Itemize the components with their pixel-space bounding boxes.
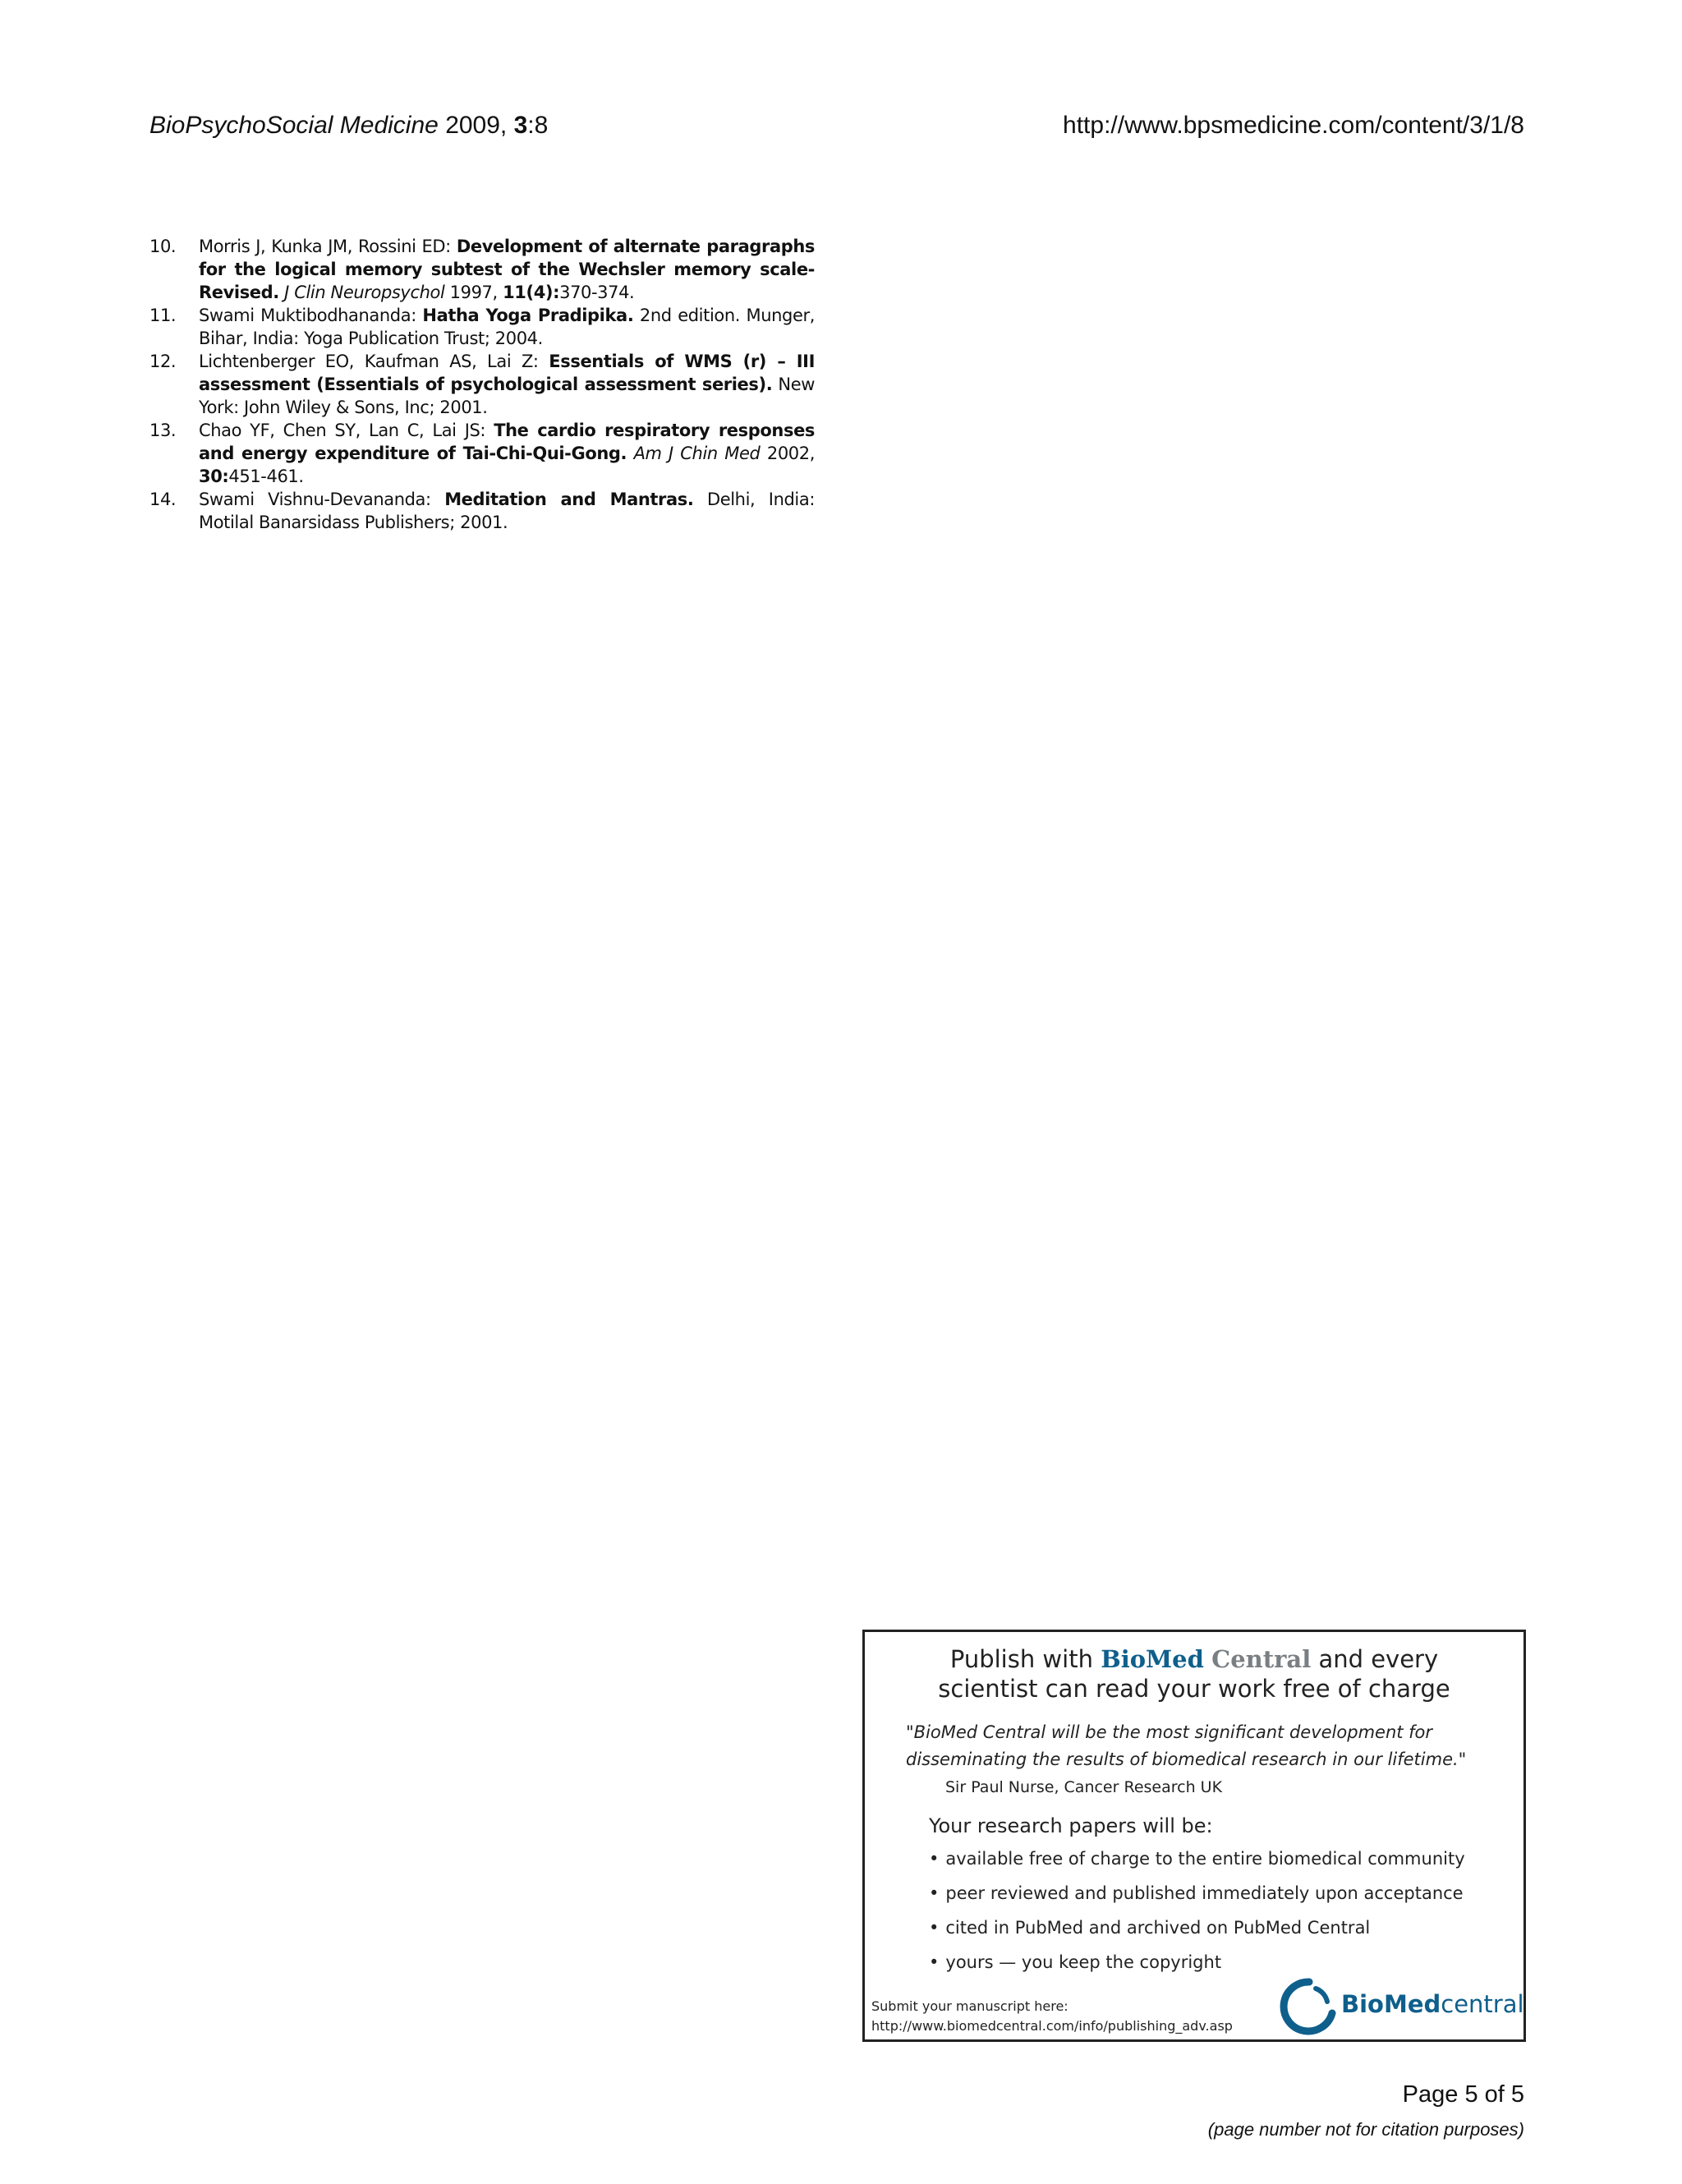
reference-journal: J Clin Neuropsychol bbox=[284, 283, 445, 302]
reference-authors: Chao YF, Chen SY, Lan C, Lai JS: bbox=[199, 421, 486, 440]
ad-bullet: • yours — you keep the copyright bbox=[929, 1952, 1465, 1987]
running-header-citation bbox=[149, 112, 548, 140]
logo-bio: BioMed bbox=[1341, 1990, 1441, 2018]
reference-pages: 370-374. bbox=[559, 283, 635, 302]
ad-bullet: • cited in PubMed and archived on PubMed Central bbox=[929, 1918, 1465, 1952]
ad-submit-url[interactable]: http://www.biomedcentral.com/info/publishing_adv.asp bbox=[871, 2018, 1233, 2034]
reference-authors: Swami Muktibodhananda: bbox=[199, 306, 416, 325]
ad-submit-label: Submit your manuscript here: bbox=[871, 1998, 1068, 2014]
reference-title: Development of alternate paragraphs for the logical memory subtest of the Wechsler memory scale-Revised. bbox=[199, 237, 815, 302]
reference-number: 11. bbox=[149, 306, 177, 325]
ad-subheading: Your research papers will be: bbox=[929, 1814, 1213, 1837]
biomed-central-advertisement bbox=[862, 1630, 1526, 2042]
biomed-swirl-icon bbox=[1280, 1977, 1339, 2038]
ad-headline-pre: Publish with bbox=[949, 1645, 1093, 1673]
ad-quote-attribution: Sir Paul Nurse, Cancer Research UK bbox=[945, 1778, 1223, 1796]
reference-volume: 11(4): bbox=[503, 283, 560, 302]
biomed-central-logo bbox=[1280, 1977, 1524, 2038]
reference-details: 2nd edition. Munger, Bihar, India: Yoga Publication Trust; 2004. bbox=[199, 306, 816, 348]
journal-url[interactable]: http://www.bpsmedicine.com/content/3/1/8 bbox=[1063, 112, 1524, 139]
journal-year: 2009, bbox=[445, 112, 508, 139]
ad-headline-line2: scientist can read your work free of charge bbox=[938, 1675, 1450, 1703]
logo-central: central bbox=[1441, 1990, 1524, 2018]
reference-number: 12. bbox=[149, 352, 177, 371]
reference-item bbox=[149, 350, 815, 419]
reference-title: Essentials of WMS (r) – III assessment (Essentials of psychological assessment series). bbox=[199, 352, 815, 394]
reference-authors: Lichtenberger EO, Kaufman AS, Lai Z: bbox=[199, 352, 539, 371]
reference-year: 2002, bbox=[766, 444, 815, 463]
page-number: Page 5 of 5 bbox=[1402, 2081, 1524, 2108]
reference-item bbox=[149, 235, 815, 304]
ad-headline-post: and every bbox=[1318, 1645, 1439, 1673]
reference-title: Hatha Yoga Pradipika. bbox=[422, 306, 634, 325]
brand-bio: BioMed bbox=[1101, 1645, 1204, 1673]
journal-name: BioPsychoSocial Medicine bbox=[149, 112, 439, 139]
reference-title: Meditation and Mantras. bbox=[444, 490, 694, 509]
ad-quote: "BioMed Central will be the most significant development for disseminating the results of biomedical research in our lifetime." bbox=[906, 1722, 1467, 1769]
reference-details: Delhi, India: Motilal Banarsidass Publishers; 2001. bbox=[199, 490, 815, 532]
brand-central: Central bbox=[1211, 1645, 1312, 1673]
reference-volume: 30: bbox=[199, 467, 229, 486]
logo-text bbox=[1341, 1990, 1524, 2018]
reference-number: 13. bbox=[149, 421, 177, 440]
reference-pages: 451-461. bbox=[228, 467, 304, 486]
reference-authors: Morris J, Kunka JM, Rossini ED: bbox=[199, 237, 451, 256]
reference-item bbox=[149, 304, 815, 350]
reference-list bbox=[149, 235, 815, 534]
reference-number: 10. bbox=[149, 237, 177, 256]
ad-bullet: • peer reviewed and published immediately upon acceptance bbox=[929, 1883, 1465, 1918]
page-number-note: (page number not for citation purposes) bbox=[1207, 2119, 1524, 2140]
ad-submit-info bbox=[871, 1997, 1233, 2036]
journal-volume: 3 bbox=[513, 112, 528, 139]
ad-bullet-list bbox=[929, 1849, 1465, 1987]
article-number: :8 bbox=[527, 112, 549, 139]
reference-journal: Am J Chin Med bbox=[633, 444, 761, 463]
reference-item bbox=[149, 488, 815, 534]
ad-headline bbox=[865, 1645, 1523, 1673]
reference-title: The cardio respiratory responses and energy expenditure of Tai-Chi-Qui-Gong. bbox=[199, 421, 816, 463]
reference-authors: Swami Vishnu-Devananda: bbox=[199, 490, 431, 509]
reference-number: 14. bbox=[149, 490, 177, 509]
ad-bullet: • available free of charge to the entire biomedical community bbox=[929, 1849, 1465, 1883]
reference-item bbox=[149, 419, 815, 488]
reference-year: 1997, bbox=[449, 283, 498, 302]
reference-details: New York: John Wiley & Sons, Inc; 2001. bbox=[199, 375, 815, 417]
